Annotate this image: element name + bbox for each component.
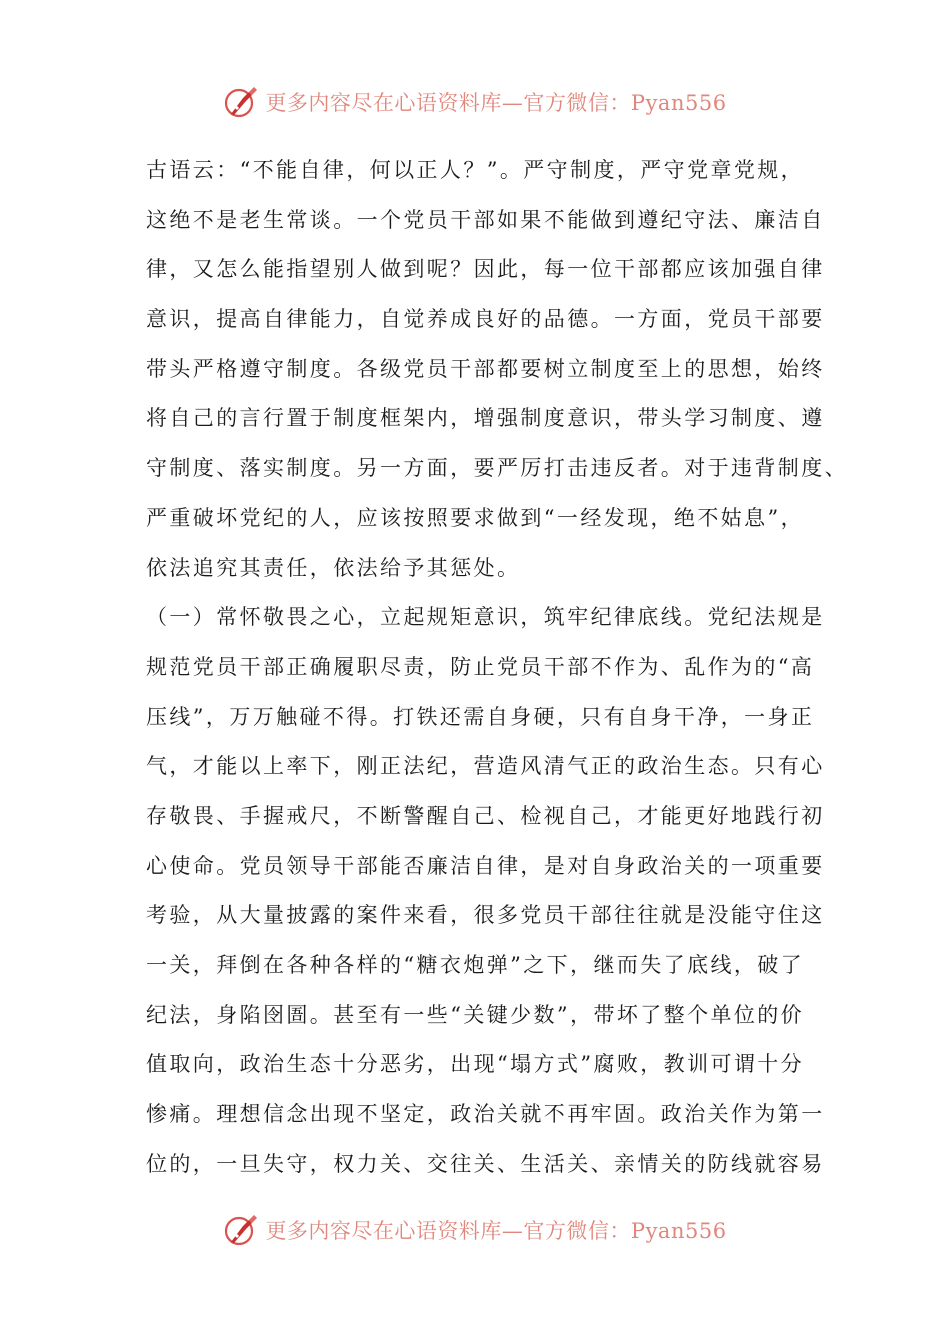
- text-line: 依法追究其责任，依法给予其惩处。: [146, 555, 521, 580]
- text-line: 带头严格遵守制度。各级党员干部都要树立制度至上的思想，始终: [146, 356, 825, 381]
- text-line: 严重破坏党纪的人，应该按照要求做到“一经发现，绝不姑息”，: [146, 505, 805, 530]
- watermark-banner-top: [0, 77, 950, 127]
- text-line: 守制度、落实制度。另一方面，要严厉打击违反者。对于违背制度、: [146, 456, 848, 481]
- text-line: 规范党员干部正确履职尽责，防止党员干部不作为、乱作为的“高: [146, 654, 815, 679]
- text-line: 纪法，身陷囹圄。甚至有一些“关键少数”，带坏了整个单位的价: [146, 1002, 805, 1027]
- text-line: 考验，从大量披露的案件来看，很多党员干部往往就是没能守住这: [146, 903, 825, 928]
- text-line: 心使命。党员领导干部能否廉洁自律，是对自身政治关的一项重要: [146, 853, 825, 878]
- text-line: 存敬畏、手握戒尺，不断警醒自己、检视自己，才能更好地践行初: [146, 803, 825, 828]
- watermark-text: 更多内容尽在心语资料库—官方微信：Pyan556: [265, 1219, 727, 1243]
- text-line: 一关，拜倒在各种各样的“糖衣炮弹”之下，继而失了底线，破了: [146, 953, 805, 977]
- text-line: 意识，提高自律能力，自觉养成良好的品德。一方面，党员干部要: [146, 307, 825, 332]
- watermark-text: 更多内容尽在心语资料库—官方微信：Pyan556: [265, 91, 727, 115]
- text-line: 惨痛。理想信念出现不坚定，政治关就不再牢固。政治关作为第一: [146, 1102, 825, 1127]
- pen-nib-logo-icon: [223, 84, 259, 120]
- section-heading-line: （一）常怀敬畏之心，立起规矩意识，筑牢纪律底线。党纪法规是: [146, 605, 825, 630]
- watermark-banner-bottom: [0, 1205, 950, 1255]
- text-line: 将自己的言行置于制度框架内，增强制度意识，带头学习制度、遵: [146, 406, 825, 431]
- text-line: 位的，一旦失守，权力关、交往关、生活关、亲情关的防线就容易: [146, 1151, 825, 1176]
- pen-nib-logo-icon: [223, 1212, 259, 1248]
- text-line: 律，又怎么能指望别人做到呢？因此，每一位干部都应该加强自律: [146, 257, 825, 282]
- text-line: 气，才能以上率下，刚正法纪，营造风清气正的政治生态。只有心: [146, 754, 825, 779]
- text-line: 压线”，万万触碰不得。打铁还需自身硬，只有自身干净，一身正: [146, 704, 815, 729]
- text-line: 值取向，政治生态十分恶劣，出现“塌方式”腐败，教训可谓十分: [146, 1052, 805, 1077]
- text-line: 这绝不是老生常谈。一个党员干部如果不能做到遵纪守法、廉洁自: [146, 207, 825, 232]
- text-line: 古语云：“不能自律，何以正人？”。严守制度，严守党章党规，: [146, 158, 805, 182]
- document-body: [146, 146, 848, 1189]
